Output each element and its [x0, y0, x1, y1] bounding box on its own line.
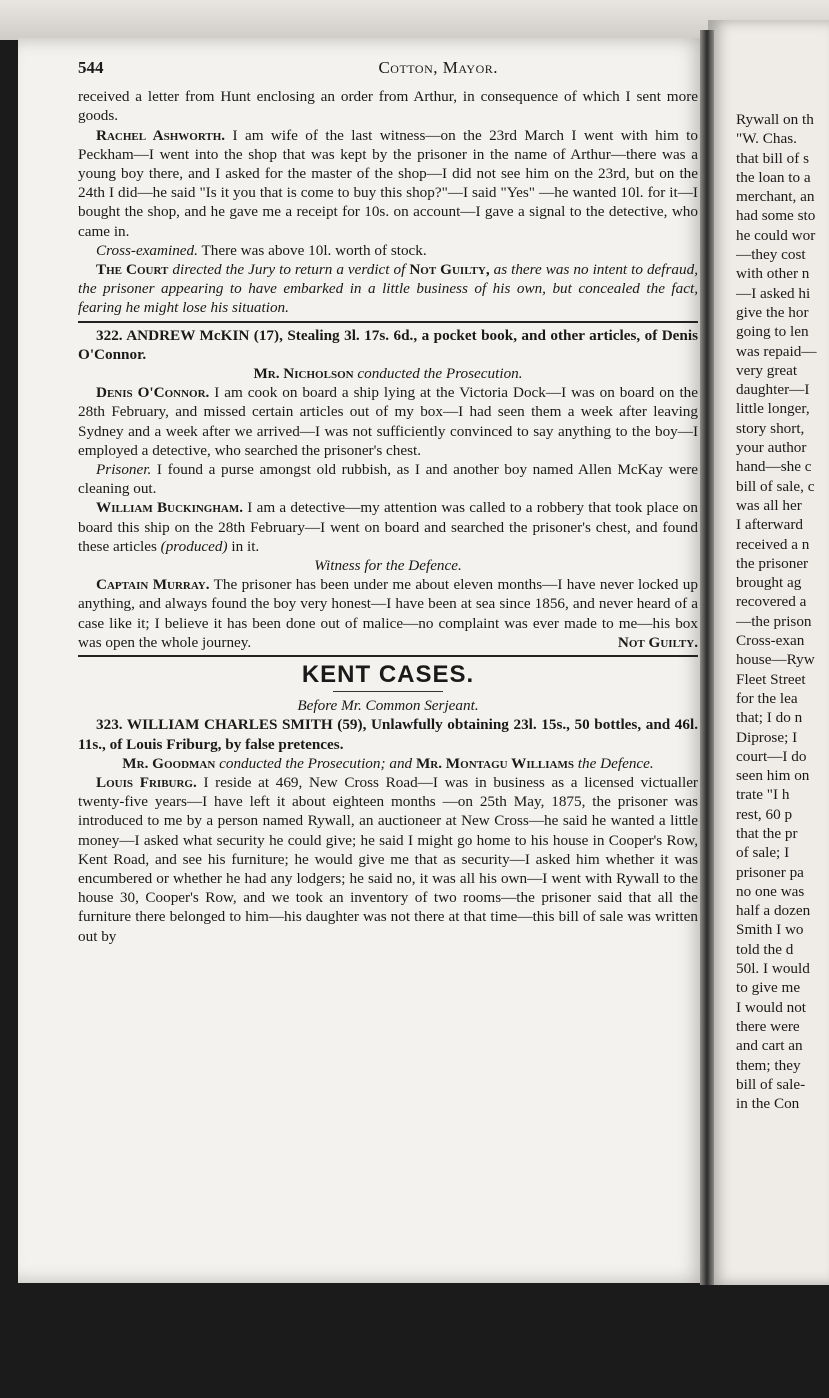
defence-text: the Defence.: [577, 754, 654, 772]
counsel-name: Mr. Nicholson: [253, 365, 354, 383]
facing-page-line: —they cost: [736, 246, 806, 264]
facing-page-line: hand—she c: [736, 458, 812, 476]
prisoner-text: I found a purse amongst old rubbish, as I and another boy named Allen McKay were cleaning out.: [78, 461, 698, 498]
counsel-text: conducted the Prosecution.: [353, 365, 523, 383]
facing-page-line: to give me: [736, 979, 801, 997]
facing-page-line: Fleet Street: [736, 670, 806, 688]
page-header: [78, 58, 698, 77]
facing-page-line: and cart an: [736, 1037, 803, 1055]
louis-testimony: [78, 773, 698, 946]
facing-page-line: half a dozen: [736, 902, 811, 920]
facing-page-line: Cross-exan: [736, 632, 805, 650]
case-322-heading: 322. ANDREW McKIN (17), Stealing 3l. 17s. 6d., a pocket book, and other articles, of Denis O'Connor.: [78, 326, 698, 363]
cross-label: Cross-examined.: [96, 241, 198, 259]
witness-name: Rachel Ashworth.: [96, 126, 226, 144]
facing-page-line: there were: [736, 1017, 800, 1035]
facing-page-line: for the lea: [736, 689, 798, 707]
case-323-heading: 323. WILLIAM CHARLES SMITH (59), Unlawfully obtaining 23l. 15s., 50 bottles, and 46l. 11s., of Louis Friburg, by false pretences.: [78, 716, 698, 753]
facing-page-line: give the hor: [736, 303, 809, 321]
facing-page-line: little longer,: [736, 400, 810, 418]
facing-page-line: trate "I h: [736, 786, 790, 804]
facing-page-line: was all her: [736, 496, 802, 514]
facing-page-line: —the prison: [736, 612, 812, 630]
facing-page-line: —I asked hi: [736, 284, 811, 302]
facing-page-line: brought ag: [736, 574, 802, 592]
facing-page-line: Smith I wo: [736, 921, 804, 939]
witness-name: Louis Friburg.: [96, 773, 197, 791]
witness-heading: Witness for the Defence.: [314, 557, 462, 575]
facing-page-line: them; they: [736, 1056, 801, 1074]
prisoner-statement: [78, 460, 698, 498]
facing-page-line: daughter—I: [736, 381, 810, 399]
running-title: Cotton, Mayor.: [378, 58, 498, 77]
facing-page-line: house—Ryw: [736, 651, 815, 669]
facing-page-line: court—I do: [736, 747, 807, 765]
case-323-counsel: [78, 754, 698, 773]
cross-examination: [78, 241, 698, 260]
facing-page-line: received a n: [736, 535, 810, 553]
facing-page-line: of sale; I: [736, 844, 790, 862]
facing-page-text: [736, 110, 829, 1113]
court-verdict: Not Guilty,: [409, 261, 490, 279]
judge-line: Before Mr. Common Serjeant.: [297, 697, 479, 715]
testimony-text: The prisoner has been under me about eleven months—I have never locked up anything, and always found the boy very honest—I have been at sea since 1856, and never heard of a case like it; I believe it has been done out of malice—no complaint was ever made to me—his box was open the whole journey.: [78, 576, 698, 651]
facing-page-line: that bill of s: [736, 149, 809, 167]
page-content: [78, 58, 698, 946]
witness-name: Captain Murray.: [96, 576, 210, 594]
produced-note: (produced): [160, 537, 228, 555]
facing-page-line: bill of sale, c: [736, 477, 815, 495]
facing-page-line: "W. Chas.: [736, 130, 797, 148]
testimony-text: I am wife of the last witness—on the 23rd March I went with him to Peckham—I went into the shop that was kept by the prisoner in the name of Arthur—there was a young boy there, and I asked for the master of the shop—I did not see him on the 23rd, but on the 24th I did—he said "Is it you that is come to buy this shop?"—I said "Yes" —he wanted 10l. for it—I bought the shop, and he gave me a receipt for 10s. on account—I gave a signal to the detective, who came in.: [78, 126, 698, 240]
facing-page-line: bill of sale-: [736, 1075, 806, 1093]
court-direction: [78, 260, 698, 318]
denis-testimony: [78, 383, 698, 460]
facing-page-line: with other n: [736, 265, 810, 283]
case-divider: [78, 321, 698, 323]
verdict-label: Not Guilty.: [617, 633, 698, 651]
intro-paragraph: received a letter from Hunt enclosing an order from Arthur, in consequence of which I sent more goods.: [78, 88, 698, 125]
court-text: directed the Jury to return a verdict of: [168, 261, 410, 279]
facing-page-line: I would not: [736, 998, 807, 1016]
facing-page-line: very great: [736, 361, 798, 379]
facing-page-line: 50l. I would: [736, 960, 810, 978]
witness-name: Denis O'Connor.: [96, 384, 210, 402]
testimony-text: I am cook on board a ship lying at the Victoria Dock—I was on board on the 28th February, and missed certain articles out of my box—I had seen them a week after leaving Sydney and a week after we arrived—I was not sufficiently convinced to say anything to the boy—I employed a detective, who searched the prisoner's chest.: [78, 384, 698, 459]
testimony-tail: in it.: [227, 537, 260, 555]
witness-name: William Buckingham.: [96, 499, 244, 517]
testimony-text: I am a detective—my attention was called to a robbery that took place on board this ship on the 28th February—I went on board and searched the prisoner's chest, and found these articles: [78, 499, 698, 555]
cross-text: There was above 10l. worth of stock.: [197, 241, 427, 259]
facing-page-line: the loan to a: [736, 168, 811, 186]
facing-page-line: was repaid—: [736, 342, 817, 360]
facing-page-line: in the Con: [736, 1095, 800, 1113]
prisoner-label: Prisoner.: [96, 461, 152, 479]
court-label: The Court: [96, 261, 169, 279]
facing-page-line: that the pr: [736, 824, 798, 842]
facing-page-line: seen him on: [736, 767, 810, 785]
case-322-prosecution: [78, 364, 698, 383]
facing-page-line: had some sto: [736, 207, 816, 225]
section-title: KENT CASES.: [301, 661, 475, 689]
book-gutter: [700, 30, 714, 1285]
page-number: 544: [78, 58, 104, 77]
counsel-name: Mr. Montagu Williams: [415, 754, 574, 772]
facing-page-line: no one was: [736, 882, 805, 900]
rachel-testimony: [78, 126, 698, 241]
title-underline: [333, 691, 443, 692]
facing-page-line: story short,: [736, 419, 805, 437]
facing-page-line: your author: [736, 439, 807, 457]
facing-page-line: he could wor: [736, 226, 816, 244]
facing-page-line: prisoner pa: [736, 863, 804, 881]
facing-page-line: recovered a: [736, 593, 807, 611]
murray-testimony: [78, 575, 698, 652]
facing-page-line: the prisoner: [736, 554, 809, 572]
facing-page-line: I afterward: [736, 516, 804, 534]
facing-page-line: going to len: [736, 323, 809, 341]
testimony-text: I reside at 469, New Cross Road—I was in business as a licensed victualler twenty-five years—I have left it about eighteen months —on 25th May, 1875, the prisoner was introduced to me by a person named Rywall, an auctioneer at New Cross—he said he wanted a little money—I asked what security he could give; he said I might go home to his house in Cooper's Row, Kent Road, and see his furniture; he would give me that as security—I asked him whether it was encumbered or whether he had any lodgers; he said no, it was all his own—I went with Rywall to the house 30, Cooper's Row, and we took an inventory of two rooms—the prisoner said that all the furniture there belonged to him—his daughter was not there at that time—this bill of sale was written out by: [78, 773, 698, 945]
facing-page-line: that; I do n: [736, 709, 803, 727]
section-divider: [78, 655, 698, 657]
facing-page-line: told the d: [736, 940, 794, 958]
facing-page-line: Rywall on th: [736, 111, 814, 128]
court-tail: as there was no intent to defraud, the prisoner appearing to have embarked in a little business of his own, but concealed the fact, fearing he might lose his situation.: [78, 261, 698, 317]
counsel-text: conducted the Prosecution; and: [215, 754, 416, 772]
facing-page-line: rest, 60 p: [736, 805, 793, 823]
counsel-name: Mr. Goodman: [122, 754, 216, 772]
facing-page-line: Diprose; I: [736, 728, 798, 746]
william-testimony: [78, 498, 698, 556]
facing-page-line: merchant, an: [736, 188, 815, 206]
